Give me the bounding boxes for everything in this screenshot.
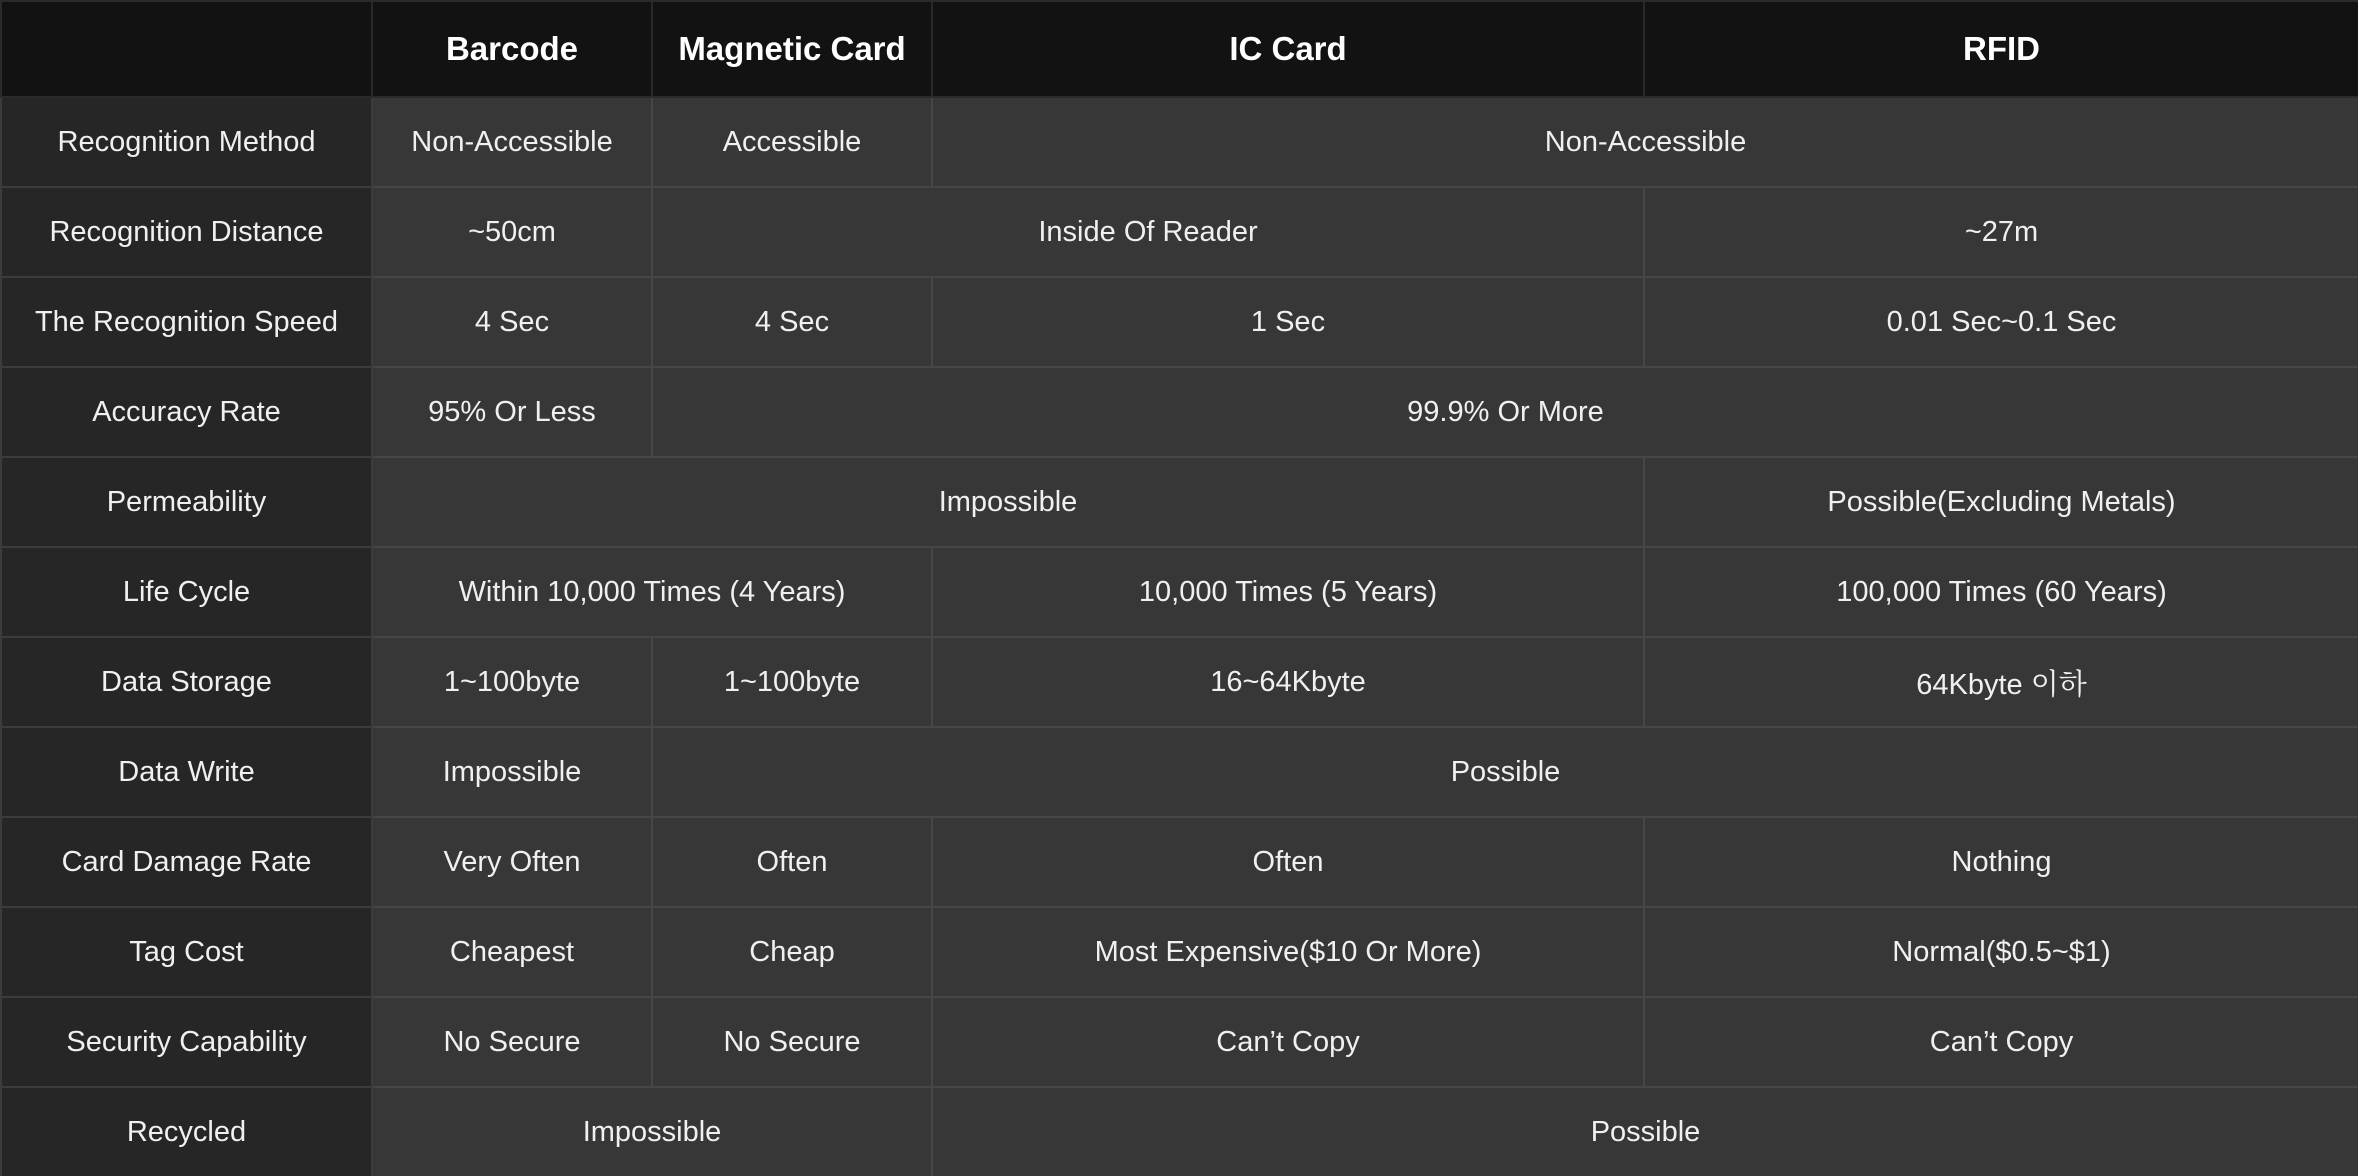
table-body <box>1 97 2358 1176</box>
table-row-life-cycle <box>1 547 2358 637</box>
table-row-accuracy-rate <box>1 367 2358 457</box>
cell-rfid: 0.01 Sec~0.1 Sec <box>1644 277 2358 367</box>
header-row <box>1 1 2358 97</box>
table-row-permeability <box>1 457 2358 547</box>
table-row-recycled <box>1 1087 2358 1176</box>
row-label: Accuracy Rate <box>1 367 372 457</box>
header-ic-card: IC Card <box>932 1 1644 97</box>
cell-rfid: 64Kbyte 이하 <box>1644 637 2358 727</box>
cell-rfid: ~27m <box>1644 187 2358 277</box>
cell-barcode: Non-Accessible <box>372 97 652 187</box>
table-row-security-capability <box>1 997 2358 1087</box>
cell-barcode: 1~100byte <box>372 637 652 727</box>
row-label: Security Capability <box>1 997 372 1087</box>
table-row-recognition-speed <box>1 277 2358 367</box>
cell-ic-card: 10,000 Times (5 Years) <box>932 547 1644 637</box>
cell-magnetic-card-ic-card-rfid: Possible <box>652 727 2358 817</box>
table-row-data-storage <box>1 637 2358 727</box>
cell-barcode-magnetic-card-ic-card: Impossible <box>372 457 1644 547</box>
cell-barcode-magnetic-card: Within 10,000 Times (4 Years) <box>372 547 932 637</box>
row-label: Data Write <box>1 727 372 817</box>
cell-rfid: Nothing <box>1644 817 2358 907</box>
table-row-recognition-distance <box>1 187 2358 277</box>
cell-ic-card: Often <box>932 817 1644 907</box>
cell-ic-card-rfid: Non-Accessible <box>932 97 2358 187</box>
cell-rfid: 100,000 Times (60 Years) <box>1644 547 2358 637</box>
table-row-recognition-method <box>1 97 2358 187</box>
row-label: Permeability <box>1 457 372 547</box>
row-label: Recognition Distance <box>1 187 372 277</box>
table-row-card-damage-rate <box>1 817 2358 907</box>
row-label: Data Storage <box>1 637 372 727</box>
cell-barcode: Very Often <box>372 817 652 907</box>
row-label: Tag Cost <box>1 907 372 997</box>
row-label: Card Damage Rate <box>1 817 372 907</box>
row-label: Life Cycle <box>1 547 372 637</box>
header-rfid: RFID <box>1644 1 2358 97</box>
cell-barcode-magnetic-card: Impossible <box>372 1087 932 1176</box>
table-row-data-write <box>1 727 2358 817</box>
cell-barcode: Impossible <box>372 727 652 817</box>
table-row-tag-cost <box>1 907 2358 997</box>
cell-magnetic-card: Accessible <box>652 97 932 187</box>
table-header <box>1 1 2358 97</box>
cell-ic-card: 1 Sec <box>932 277 1644 367</box>
cell-barcode: 95% Or Less <box>372 367 652 457</box>
row-label: Recycled <box>1 1087 372 1176</box>
cell-magnetic-card-ic-card-rfid: 99.9% Or More <box>652 367 2358 457</box>
header-corner-cell <box>1 1 372 97</box>
cell-magnetic-card-ic-card: Inside Of Reader <box>652 187 1644 277</box>
cell-magnetic-card: No Secure <box>652 997 932 1087</box>
row-label: Recognition Method <box>1 97 372 187</box>
cell-ic-card: Most Expensive($10 Or More) <box>932 907 1644 997</box>
cell-barcode: No Secure <box>372 997 652 1087</box>
cell-ic-card: Can’t Copy <box>932 997 1644 1087</box>
cell-rfid: Possible(Excluding Metals) <box>1644 457 2358 547</box>
cell-rfid: Can’t Copy <box>1644 997 2358 1087</box>
header-barcode: Barcode <box>372 1 652 97</box>
cell-ic-card: 16~64Kbyte <box>932 637 1644 727</box>
header-magnetic-card: Magnetic Card <box>652 1 932 97</box>
row-label: The Recognition Speed <box>1 277 372 367</box>
cell-magnetic-card: Often <box>652 817 932 907</box>
cell-barcode: ~50cm <box>372 187 652 277</box>
cell-magnetic-card: 4 Sec <box>652 277 932 367</box>
cell-magnetic-card: Cheap <box>652 907 932 997</box>
cell-rfid: Normal($0.5~$1) <box>1644 907 2358 997</box>
cell-magnetic-card: 1~100byte <box>652 637 932 727</box>
cell-barcode: Cheapest <box>372 907 652 997</box>
cell-barcode: 4 Sec <box>372 277 652 367</box>
cell-ic-card-rfid: Possible <box>932 1087 2358 1176</box>
